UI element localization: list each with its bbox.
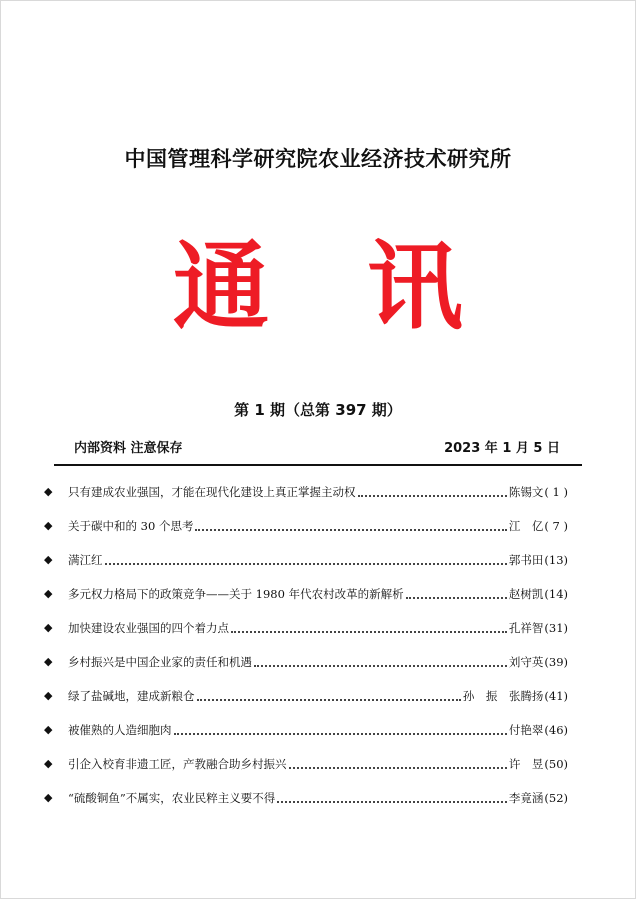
toc-entry-author: 郭书田 [508, 553, 544, 567]
toc-entry-title: 关于碳中和的 30 个思考 [68, 519, 194, 533]
dot-leader [174, 722, 507, 735]
diamond-bullet-icon: ◆ [44, 485, 53, 498]
toc-entry[interactable] [44, 586, 568, 620]
dot-leader [105, 552, 507, 565]
toc-entry-author: 付艳翠 [508, 723, 544, 737]
toc-entry-page: (46) [544, 723, 568, 737]
toc-entry-title: 绿了盐碱地，建成新粮仓 [68, 689, 195, 703]
meta-row [74, 437, 560, 459]
diamond-bullet-icon: ◆ [44, 621, 53, 634]
dot-leader [277, 790, 507, 803]
toc-entry-page: (50) [544, 757, 568, 771]
toc-entry-title: 满江红 [68, 553, 103, 567]
toc-entry[interactable] [44, 654, 568, 688]
dot-leader [195, 518, 506, 531]
toc-entry-page: (52) [544, 791, 568, 805]
toc-entry-title: 引企入校育非遗工匠，产教融合助乡村振兴 [68, 757, 287, 771]
dot-leader [197, 688, 461, 701]
issue-number: 第 1 期（总第 397 期） [234, 401, 402, 419]
diamond-bullet-icon: ◆ [44, 791, 53, 804]
toc-entry-title: 只有建成农业强国，才能在现代化建设上真正掌握主动权 [68, 485, 356, 499]
toc-entry-title: 多元权力格局下的政策竞争——关于 1980 年代农村改革的新解析 [68, 587, 404, 601]
dot-leader [231, 620, 507, 633]
dot-leader [406, 586, 507, 599]
toc-entry-author: 刘守英 [508, 655, 544, 669]
toc-entry-page: ( 1 ) [544, 485, 568, 499]
dot-leader [289, 756, 507, 769]
toc-entry-author: 孙 振 张腾扬 [462, 689, 544, 703]
toc-entry-page: (31) [544, 621, 568, 635]
toc-entry-page: (13) [544, 553, 568, 567]
toc-entry[interactable] [44, 518, 568, 552]
toc-entry-author: 孔祥智 [508, 621, 544, 635]
diamond-bullet-icon: ◆ [44, 553, 53, 566]
dot-leader [254, 654, 507, 667]
diamond-bullet-icon: ◆ [44, 655, 53, 668]
toc-entry-author: 陈锡文 [508, 485, 544, 499]
toc-entry[interactable] [44, 688, 568, 722]
masthead-char-1: 通 [173, 230, 269, 343]
dot-leader [358, 484, 507, 497]
toc-entry-author: 李竟涵 [508, 791, 544, 805]
toc-entry[interactable] [44, 620, 568, 654]
toc-entry-title: 乡村振兴是中国企业家的责任和机遇 [68, 655, 252, 669]
organization-title: 中国管理科学研究院农业经济技术研究所 [124, 147, 512, 171]
toc-entry-title: 加快建设农业强国的四个着力点 [68, 621, 229, 635]
toc-entry-title: 被催熟的人造细胞肉 [68, 723, 172, 737]
diamond-bullet-icon: ◆ [44, 723, 53, 736]
toc-entry-page: (41) [544, 689, 568, 703]
toc-entry-page: (14) [544, 587, 568, 601]
toc-entry[interactable] [44, 756, 568, 790]
toc-entry[interactable] [44, 722, 568, 756]
toc-entry[interactable] [44, 484, 568, 518]
header-divider [54, 464, 582, 466]
diamond-bullet-icon: ◆ [44, 519, 53, 532]
toc-entry-page: (39) [544, 655, 568, 669]
issue-date: 2023 年 1 月 5 日 [444, 441, 560, 456]
toc-entry[interactable] [44, 790, 568, 824]
masthead-char-2: 讯 [367, 230, 463, 343]
toc-entry-page: ( 7 ) [544, 519, 568, 533]
diamond-bullet-icon: ◆ [44, 689, 53, 702]
confidential-notice: 内部资料 注意保存 [74, 441, 183, 456]
diamond-bullet-icon: ◆ [44, 587, 53, 600]
toc-entry-author: 江 亿 [508, 519, 544, 533]
toc-entry-author: 许 昱 [508, 757, 544, 771]
diamond-bullet-icon: ◆ [44, 757, 53, 770]
toc-entry-author: 赵树凯 [508, 587, 544, 601]
toc-entry[interactable] [44, 552, 568, 586]
toc-entry-title: “硫酸铜鱼”不属实，农业民粹主义要不得 [68, 791, 276, 805]
table-of-contents [44, 484, 568, 824]
